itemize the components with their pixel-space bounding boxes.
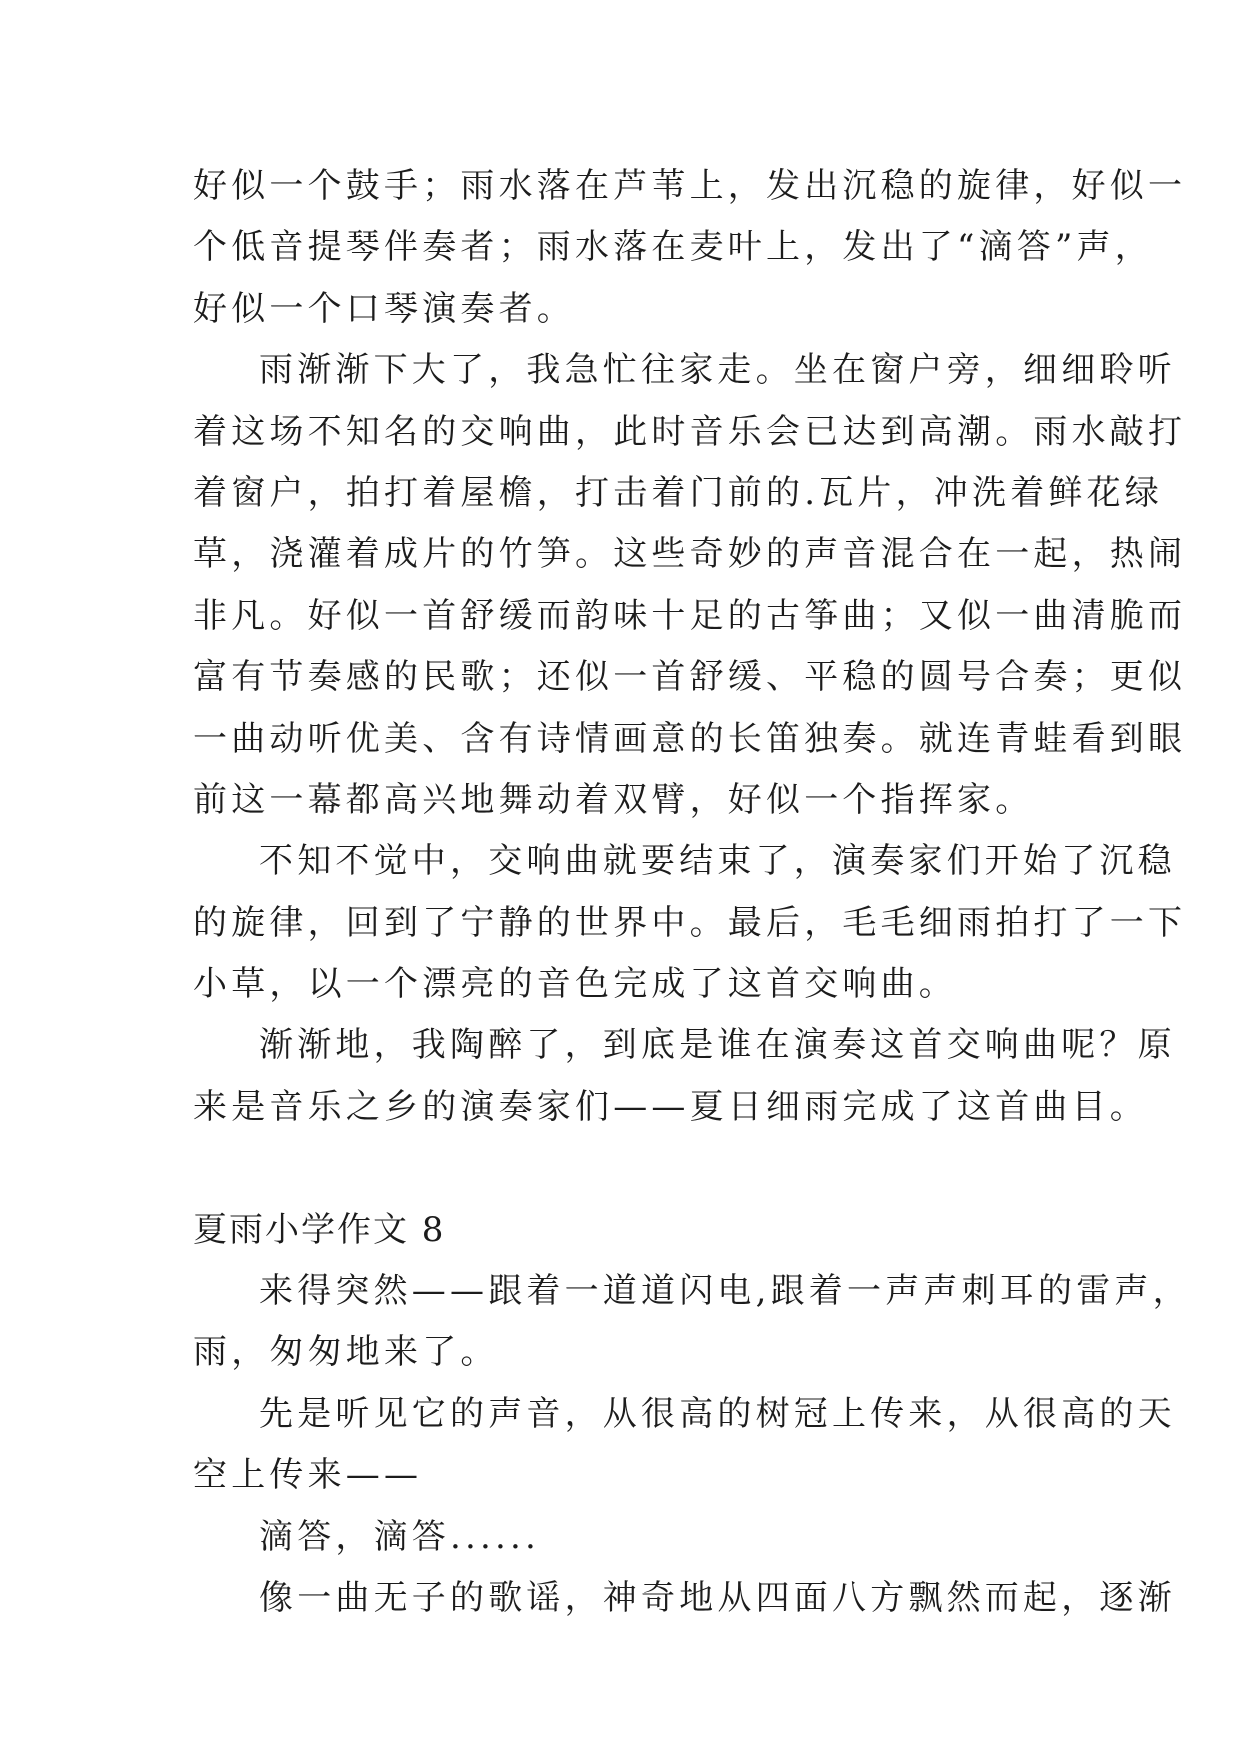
text-line: 非凡。好似一首舒缓而韵味十足的古筝曲；又似一曲清脆而: [193, 595, 1187, 636]
paragraph-first-line: 不知不觉中，交响曲就要结束了，演奏家们开始了沉稳: [259, 841, 1176, 882]
paragraph-first-line: 雨渐渐下大了，我急忙往家走。坐在窗户旁，细细聆听: [259, 350, 1176, 391]
text-line: 前这一幕都高兴地舞动着双臂，好似一个指挥家。: [193, 779, 1034, 820]
text-line: 着这场不知名的交响曲，此时音乐会已达到高潮。雨水敲打: [193, 411, 1187, 452]
section-spacer: [193, 1138, 1053, 1199]
section-heading: 夏雨小学作文 8: [193, 1209, 446, 1250]
paragraph-first-line: 来得突然——跟着一道道闪电,跟着一声声刺耳的雷声，: [259, 1271, 1191, 1312]
text-line: 一曲动听优美、含有诗情画意的长笛独奏。就连青蛙看到眼: [193, 718, 1187, 759]
text-line: 个低音提琴伴奏者；雨水落在麦叶上，发出了“滴答”声，: [193, 227, 1153, 268]
text-line: 着窗户，拍打着屋檐，打击着门前的.瓦片，冲洗着鲜花绿: [193, 472, 1164, 513]
text-line: 好似一个口琴演奏者。: [193, 288, 575, 329]
paragraph-first-line: 渐渐地，我陶醉了，到底是谁在演奏这首交响曲呢？原: [259, 1025, 1176, 1066]
paragraph-first-line: 先是听见它的声音，从很高的树冠上传来，从很高的天: [259, 1393, 1176, 1434]
text-line: 空上传来——: [193, 1455, 423, 1496]
text-line: 富有节奏感的民歌；还似一首舒缓、平稳的圆号合奏；更似: [193, 657, 1187, 698]
text-line: 来是音乐之乡的演奏家们——夏日细雨完成了这首曲目。: [193, 1086, 1148, 1127]
text-line: 草，浇灌着成片的竹笋。这些奇妙的声音混合在一起，热闹: [193, 534, 1187, 575]
text-line: 的旋律，回到了宁静的世界中。最后，毛毛细雨拍打了一下: [193, 902, 1187, 943]
paragraph-first-line: 像一曲无子的歌谣，神奇地从四面八方飘然而起，逐渐: [259, 1577, 1176, 1618]
paragraph-first-line: 滴答，滴答......: [259, 1516, 541, 1557]
text-line: 小草，以一个漂亮的音色完成了这首交响曲。: [193, 964, 957, 1005]
text-line: 好似一个鼓手；雨水落在芦苇上，发出沉稳的旋律，好似一: [193, 166, 1187, 206]
essay-text: [193, 156, 1191, 1629]
text-line: 雨，匆匆地来了。: [193, 1332, 499, 1373]
